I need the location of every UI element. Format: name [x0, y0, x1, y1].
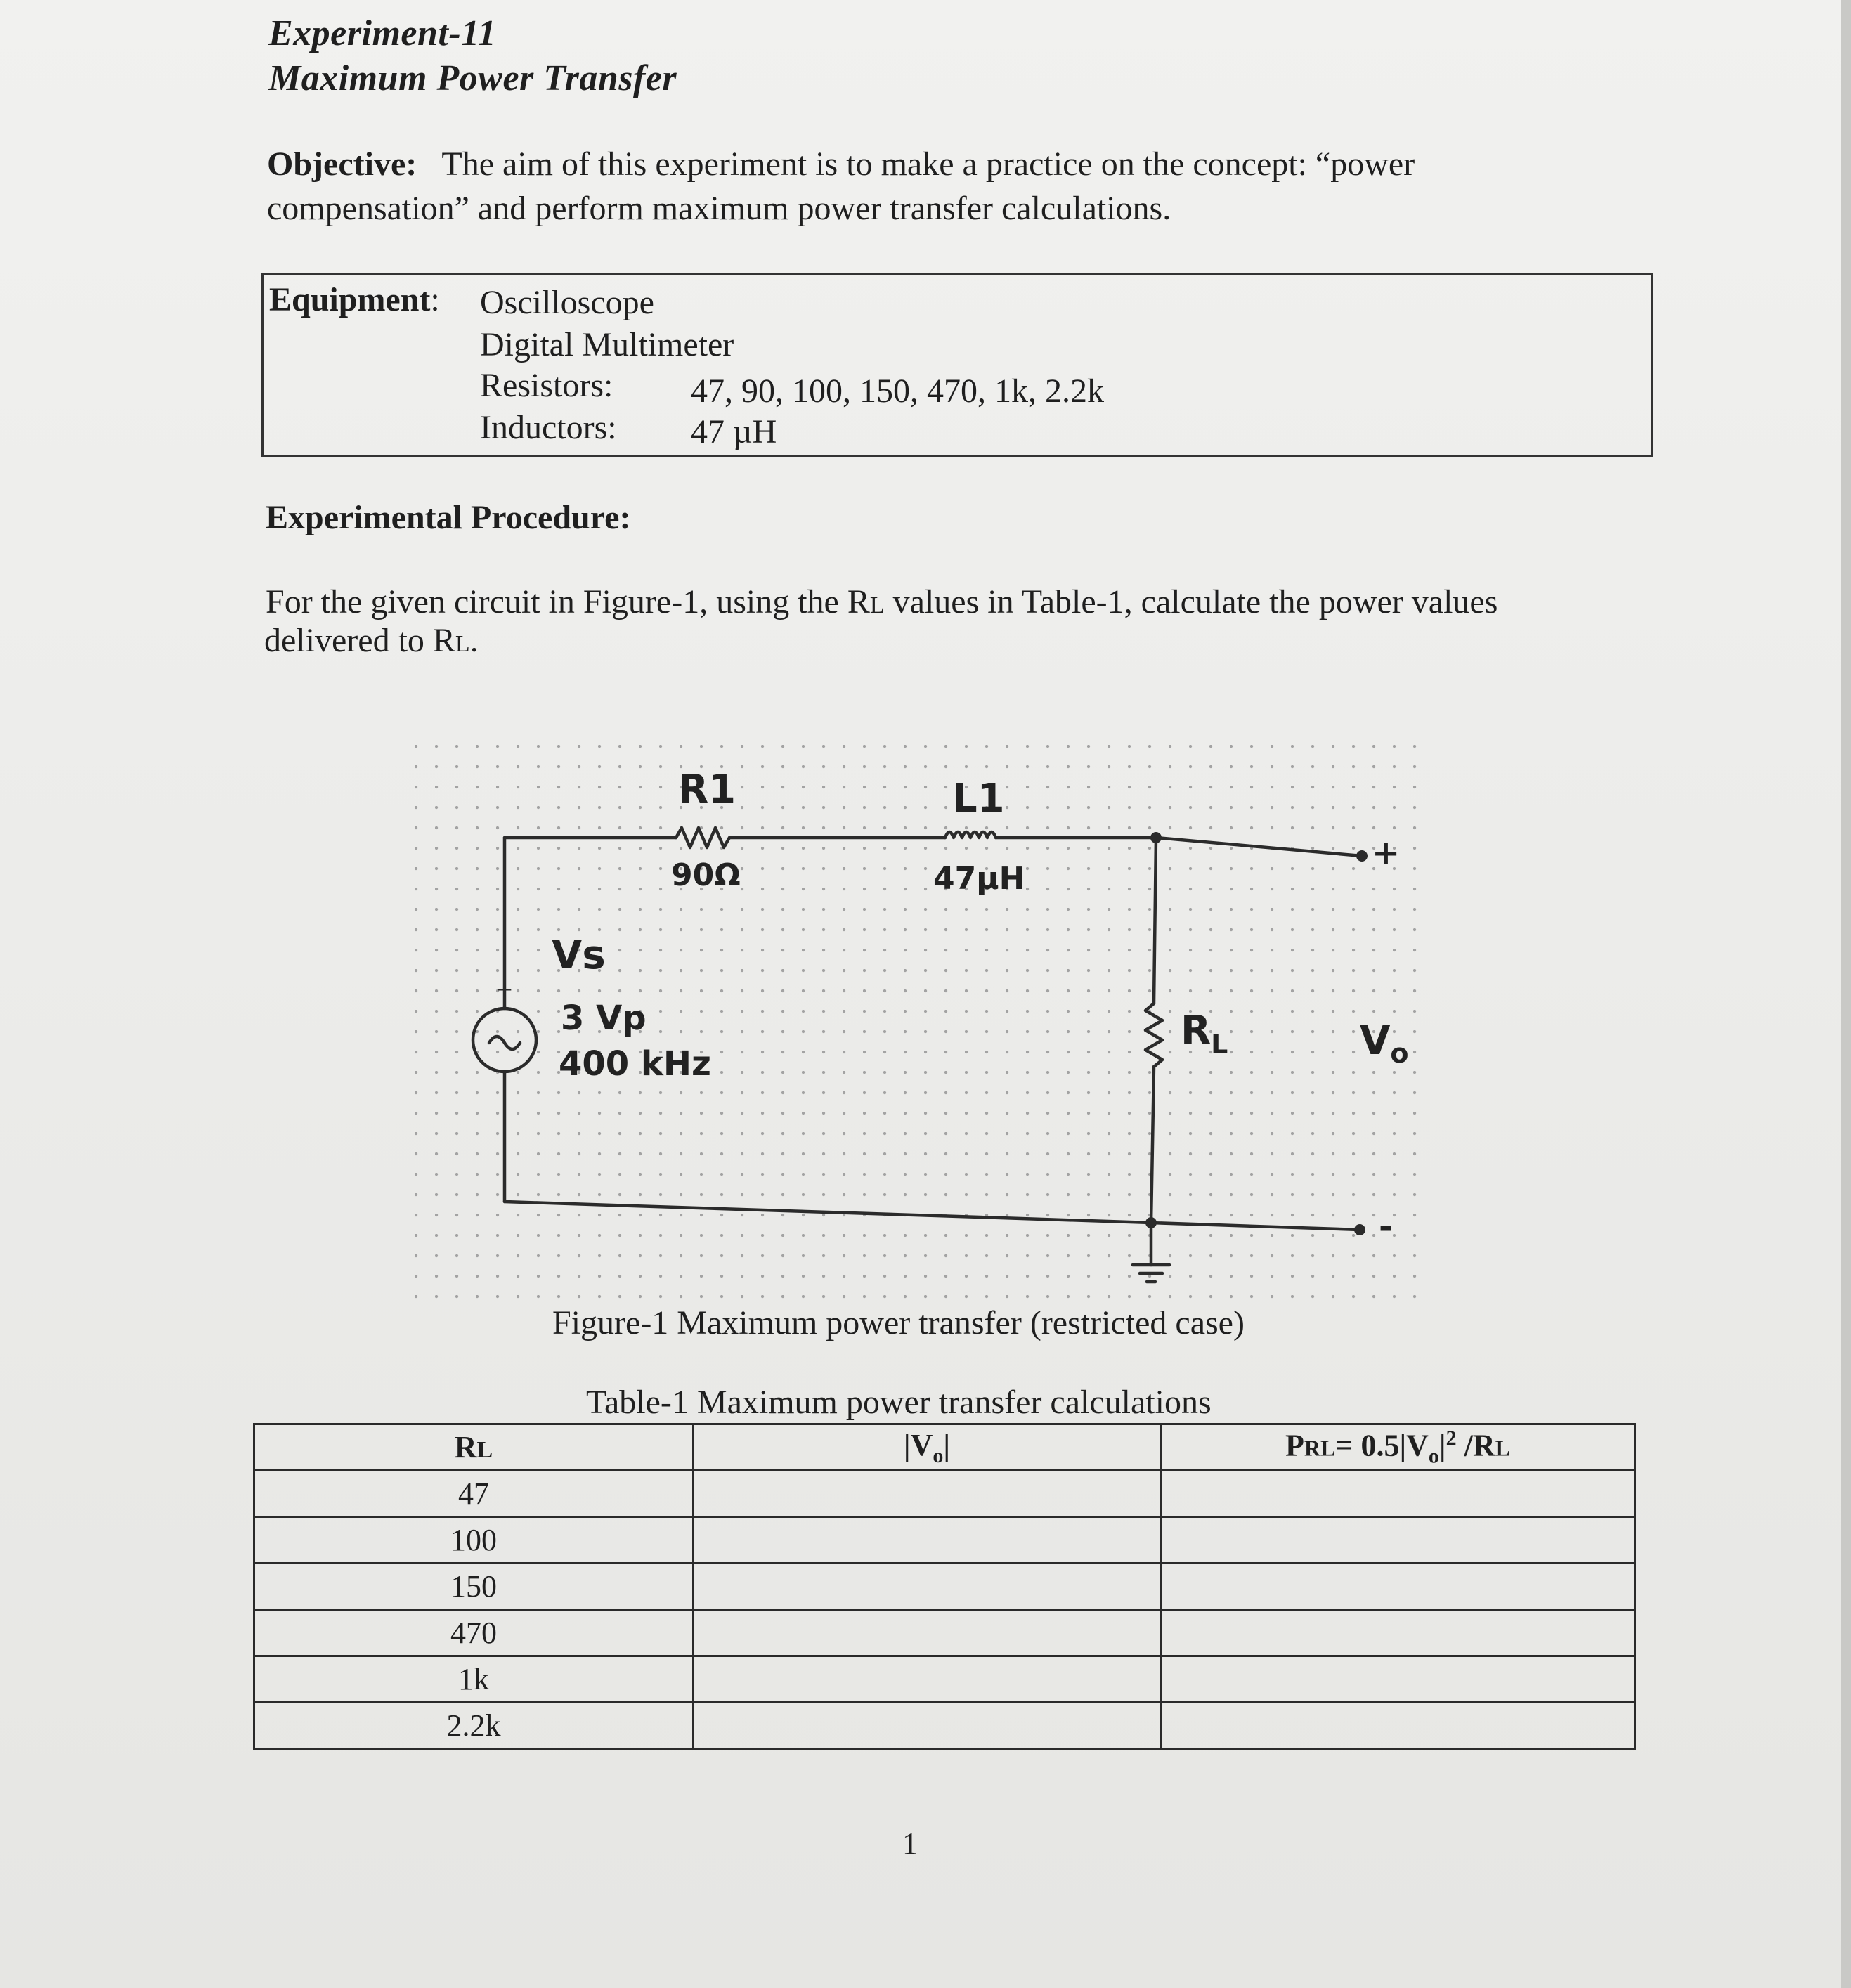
equipment-label-text: Equipment	[269, 281, 431, 318]
r1-label: R1	[678, 767, 736, 812]
power-cell[interactable]	[1161, 1610, 1635, 1656]
output-plus: +	[1372, 833, 1401, 873]
header-vo	[694, 1424, 1161, 1471]
node-top	[1150, 832, 1162, 843]
terminal-minus	[1354, 1224, 1365, 1235]
header-power-vsub: o	[1428, 1444, 1439, 1468]
objective-text-2: compensation” and perform maximum power transfer calculations.	[267, 190, 1171, 227]
equipment-colon: :	[430, 281, 440, 318]
header-rl-sub: L	[476, 1437, 493, 1463]
header-power	[1161, 1424, 1635, 1471]
circuit-schematic	[415, 745, 1434, 1307]
calculation-table	[253, 1423, 1636, 1750]
vo-label-main: V	[1360, 1018, 1391, 1064]
power-cell[interactable]	[1161, 1564, 1635, 1610]
header-rl-main: R	[454, 1430, 477, 1464]
header-power-divsub: L	[1495, 1435, 1510, 1461]
figure-caption: Figure-1 Maximum power transfer (restricted case)	[552, 1304, 1245, 1341]
rl-cell: 470	[254, 1610, 694, 1656]
table-row	[254, 1610, 1635, 1656]
objective-line-1	[267, 144, 1673, 185]
objective-label: Objective:	[267, 145, 417, 183]
rl-cell: 2.2k	[254, 1703, 694, 1749]
procedure-sub-2: L	[455, 631, 470, 657]
header-rl	[254, 1424, 694, 1471]
l1-value: 47µH	[933, 861, 1025, 897]
vo-cell[interactable]	[694, 1564, 1161, 1610]
vo-cell[interactable]	[694, 1656, 1161, 1703]
inductors-values: 47 µH	[691, 413, 777, 450]
experiment-number: Experiment-11	[268, 13, 497, 53]
l1-label: L1	[952, 776, 1005, 821]
header-vo-right: |	[943, 1427, 951, 1462]
source-plus-sign: +	[495, 977, 514, 1002]
source-amplitude: 3 Vp	[561, 999, 647, 1038]
procedure-line-1	[266, 582, 1498, 626]
rl-label-main: R	[1181, 1008, 1212, 1053]
procedure-heading: Experimental Procedure:	[266, 499, 631, 536]
vo-cell[interactable]	[694, 1610, 1161, 1656]
equipment-box	[261, 273, 1653, 457]
wire-rl-top	[1154, 838, 1156, 1003]
procedure-text-2b: .	[469, 622, 479, 659]
procedure-sub-1: L	[869, 592, 885, 618]
terminal-plus	[1356, 850, 1368, 862]
procedure-text-1b: values in Table-1, calculate the power values	[884, 583, 1498, 621]
table-row	[254, 1703, 1635, 1749]
source-frequency: 400 kHz	[559, 1044, 711, 1084]
rl-cell: 47	[254, 1471, 694, 1517]
r1-value: 90Ω	[671, 857, 741, 893]
experiment-title: Maximum Power Transfer	[268, 58, 677, 98]
equipment-multimeter: Digital Multimeter	[480, 326, 734, 363]
procedure-text-2a: delivered to R	[264, 622, 455, 659]
objective-text-1: The aim of this experiment is to make a practice on the concept: “power	[441, 145, 1415, 183]
node-bottom	[1145, 1217, 1157, 1228]
resistors-label: Resistors:	[480, 367, 613, 404]
header-power-div: /R	[1456, 1428, 1495, 1463]
table-row	[254, 1517, 1635, 1564]
page-number: 1	[902, 1826, 918, 1861]
source-name: Vs	[552, 933, 606, 978]
vo-cell[interactable]	[694, 1517, 1161, 1564]
vo-label-sub: o	[1390, 1038, 1409, 1069]
procedure-text-1a: For the given circuit in Figure-1, using the R	[266, 583, 870, 621]
header-power-main: P	[1285, 1428, 1304, 1463]
power-cell[interactable]	[1161, 1656, 1635, 1703]
header-power-sub: RL	[1304, 1435, 1336, 1461]
output-minus: -	[1379, 1207, 1393, 1247]
table-row	[254, 1656, 1635, 1703]
vo-cell[interactable]	[694, 1471, 1161, 1517]
inductors-label: Inductors:	[480, 409, 617, 446]
power-cell[interactable]	[1161, 1471, 1635, 1517]
power-cell[interactable]	[1161, 1517, 1635, 1564]
rl-cell: 150	[254, 1564, 694, 1610]
table-caption: Table-1 Maximum power transfer calculations	[586, 1384, 1212, 1421]
power-cell[interactable]	[1161, 1703, 1635, 1749]
rl-cell: 100	[254, 1517, 694, 1564]
rl-label-sub: L	[1211, 1029, 1228, 1060]
header-vo-sub: o	[933, 1443, 944, 1467]
vo-cell[interactable]	[694, 1703, 1161, 1749]
header-power-bar: |	[1438, 1428, 1446, 1463]
table-header-row	[254, 1424, 1635, 1471]
resistors-values: 47, 90, 100, 150, 470, 1k, 2.2k	[691, 372, 1104, 410]
header-power-sup: 2	[1446, 1426, 1457, 1450]
table-row	[254, 1471, 1635, 1517]
equipment-oscilloscope: Oscilloscope	[480, 284, 654, 321]
header-vo-left: |V	[903, 1427, 933, 1462]
header-power-eq: = 0.5|V	[1335, 1428, 1429, 1463]
equipment-label	[269, 280, 440, 319]
procedure-line-2	[264, 621, 479, 665]
table-row	[254, 1564, 1635, 1610]
rl-cell: 1k	[254, 1656, 694, 1703]
paper-edge	[1841, 0, 1851, 1988]
